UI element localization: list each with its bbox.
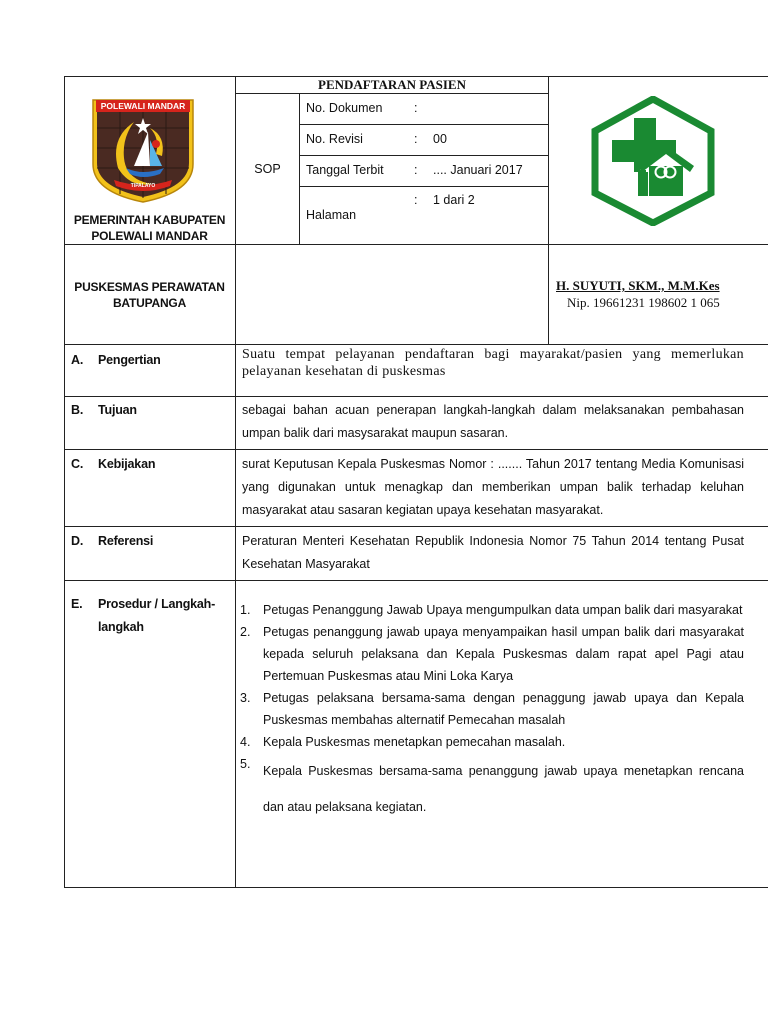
meta-value-tanggal-terbit: .... Januari 2017 <box>433 163 523 177</box>
section-a-title: Pengertian <box>98 353 161 367</box>
step-number: 4. <box>240 735 251 749</box>
polewali-mandar-crest-logo <box>90 98 196 204</box>
meta-row-divider <box>299 186 548 187</box>
step-number: 3. <box>240 691 251 705</box>
institution-name-line1: PUSKESMAS PERAWATAN <box>74 280 225 294</box>
meta-sep: : <box>414 193 418 207</box>
section-divider <box>64 449 768 450</box>
institution-name <box>64 279 235 311</box>
procedure-step <box>240 731 744 753</box>
meta-value-halaman: 1 dari 2 <box>433 193 475 207</box>
government-name-line2: POLEWALI MANDAR <box>91 229 208 243</box>
section-divider <box>64 396 768 397</box>
section-b-text: sebagai bahan acuan penerapan langkah-langkah dalam melaksanakan pembahasan umpan balik dari masysarakat maupun sasaran. <box>242 403 744 440</box>
section-c-letter: C. <box>71 457 84 471</box>
sop-label: SOP <box>254 162 281 176</box>
procedure-steps-list <box>240 599 744 825</box>
section-a-text: Suatu tempat pelayanan pendaftaran bagi mayarakat/pasien yang memerlukan pelayanan kesehatan di puskesmas <box>242 347 744 379</box>
procedure-step <box>240 687 744 731</box>
signer-name: H. SUYUTI, SKM., M.M.Kes <box>556 278 720 293</box>
puskesmas-logo <box>590 96 716 226</box>
procedure-step <box>240 753 744 825</box>
step-number: 5. <box>240 757 251 771</box>
section-e-title-line2: langkah <box>98 620 144 634</box>
procedure-step <box>240 599 744 621</box>
section-a-letter: A. <box>71 353 84 367</box>
right-logo-divider <box>548 76 549 344</box>
signer-nip: Nip. 19661231 198602 1 065 <box>567 295 720 310</box>
government-name-line1: PEMERINTAH KABUPATEN <box>73 213 226 227</box>
section-b-letter: B. <box>71 403 84 417</box>
section-d-letter: D. <box>71 534 84 548</box>
meta-sep: : <box>414 101 418 115</box>
meta-row-divider <box>299 155 548 156</box>
procedure-step <box>240 621 744 687</box>
step-text: Kepala Puskesmas bersama-sama penanggung jawab upaya menetapkan rencana dan atau pelaksana kegiatan. <box>263 764 744 814</box>
section-divider <box>64 344 768 345</box>
section-b-title: Tujuan <box>98 403 137 417</box>
document-title: PENDAFTARAN PASIEN <box>318 77 466 92</box>
section-e-title-line1: Prosedur / Langkah- <box>98 597 216 611</box>
section-divider <box>64 526 768 527</box>
section-divider <box>64 580 768 581</box>
meta-label-no-dokumen: No. Dokumen <box>306 101 383 115</box>
meta-label-halaman: Halaman <box>306 208 357 222</box>
section-c-title: Kebijakan <box>98 457 156 471</box>
section-e-letter: E. <box>71 597 83 611</box>
section-d-title: Referensi <box>98 534 154 548</box>
left-column-divider <box>235 76 236 888</box>
sop-divider <box>299 93 300 244</box>
section-d-text: Peraturan Menteri Kesehatan Republik Indonesia Nomor 75 Tahun 2014 tentang Pusat Kesehatan Masyarakat <box>242 534 744 571</box>
step-text: Petugas penanggung jawab upaya menyampaikan hasil umpan balik dari masyarakat kepada seluruh pelaksana dan Kepala Puskesmas dalam rapat apel Pagi atau Pertemuan Puskesmas atau Mini Loka Karya <box>263 625 744 683</box>
meta-label-no-revisi: No. Revisi <box>306 132 363 146</box>
government-name <box>64 212 235 244</box>
meta-sep: : <box>414 132 418 146</box>
meta-row-divider <box>299 124 548 125</box>
crest-ribbon-text: TIPALAYO <box>130 183 156 189</box>
meta-label-tanggal-terbit: Tanggal Terbit <box>306 163 384 177</box>
step-text: Petugas Penanggung Jawab Upaya mengumpulkan data umpan balik dari masyarakat <box>263 603 743 617</box>
institution-name-line2: BATUPANGA <box>112 296 187 310</box>
meta-sep: : <box>414 163 418 177</box>
header-bottom-border <box>64 244 768 245</box>
meta-value-no-revisi: 00 <box>433 132 447 146</box>
crest-banner-text: POLEWALI MANDAR <box>100 101 186 111</box>
section-c-text: surat Keputusan Kepala Puskesmas Nomor : ....... Tahun 2017 tentang Media Komunisasi yang digunakan untuk menagkap dan memberikan umpan balik terhadap keluhan masyarakat atau sasaran kegiatan upaya kesehatan masyarakat. <box>242 457 744 517</box>
step-number: 2. <box>240 625 251 639</box>
step-text: Petugas pelaksana bersama-sama dengan penaggung jawab upaya dan Kepala Puskesmas membahas alternatif Pemecahan masalah <box>263 691 744 727</box>
step-number: 1. <box>240 603 251 617</box>
step-text: Kepala Puskesmas menetapkan pemecahan masalah. <box>263 735 566 749</box>
